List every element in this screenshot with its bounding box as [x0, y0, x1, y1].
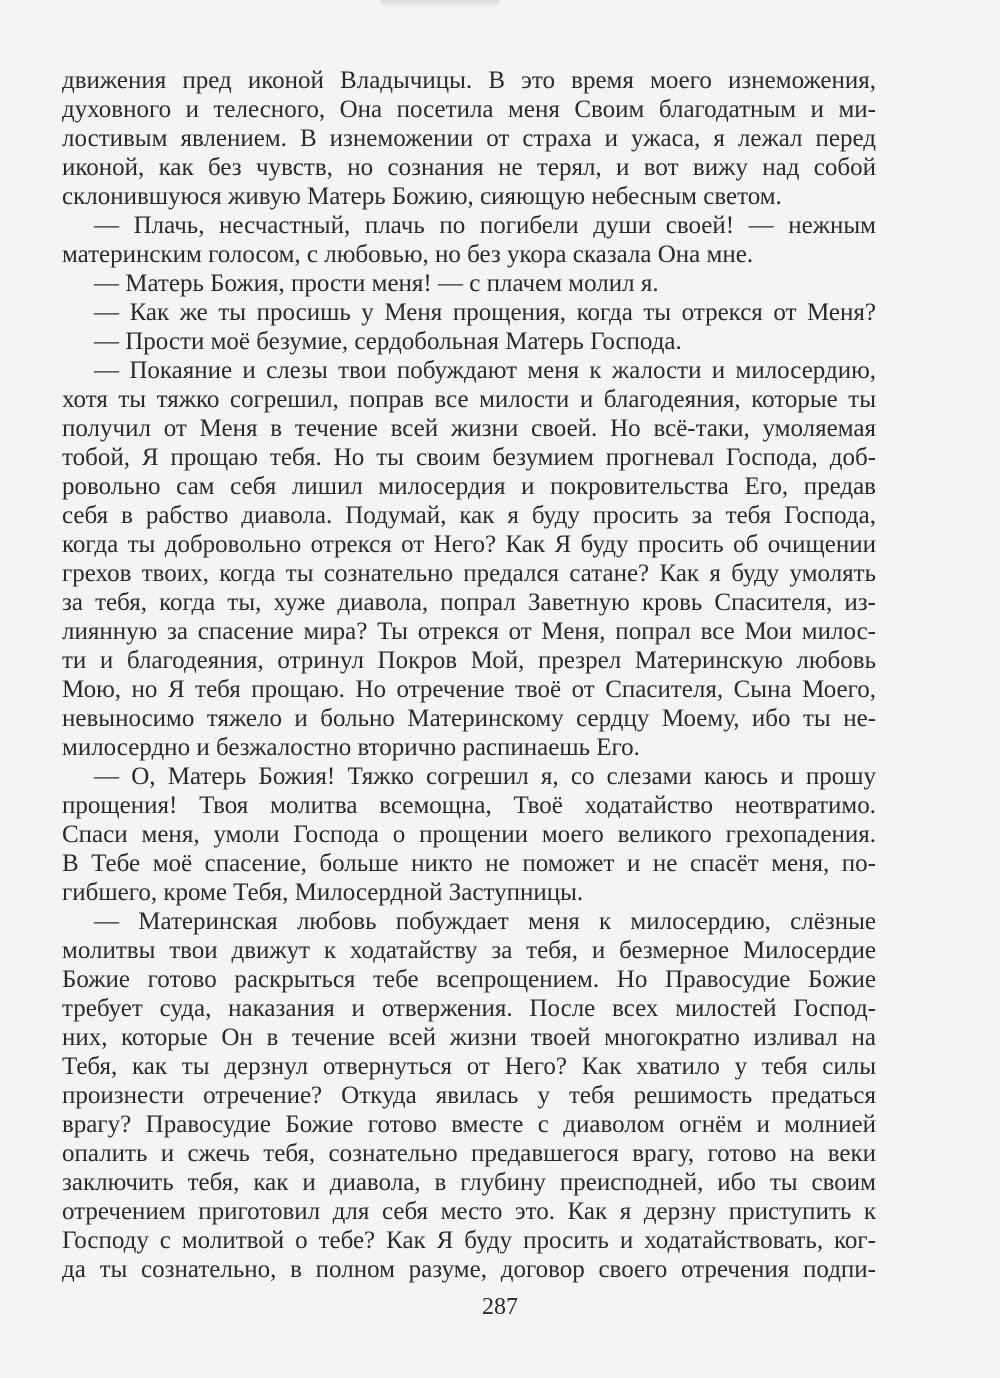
text-line: грехов твоих, когда ты сознательно предался сатане? Как я буду умолять: [62, 560, 876, 587]
text-line: Господу с молитвой о тебе? Как Я буду просить и ходатайствовать, ког-: [62, 1227, 876, 1254]
text-line: молитвы твои движут к ходатайству за тебя, и безмерное Милосердие: [62, 937, 876, 964]
text-line: прощения! Твоя молитва всемощна, Твоё ходатайство неотвратимо.: [62, 792, 876, 819]
text-line: них, которые Он в течение всей жизни твоей многократно изливал на: [62, 1024, 876, 1051]
text-line: — Как же ты просишь у Меня прощения, когда ты отрекся от Меня?: [94, 299, 876, 326]
text-line: произнести отречение? Откуда явилась у тебя решимость предаться: [62, 1082, 876, 1109]
text-line: ровольно сам себя лишил милосердия и покровительства Его, предав: [62, 473, 876, 500]
text-line: требует суда, наказания и отвержения. После всех милостей Господ-: [62, 995, 876, 1022]
text-line: врагу? Правосудие Божие готово вместе с диаволом огнём и молнией: [62, 1111, 876, 1138]
text-line: когда ты добровольно отрекся от Него? Как Я буду просить об очищении: [62, 531, 876, 558]
text-line: да ты сознательно, в полном разуме, договор своего отречения подпи-: [62, 1256, 876, 1283]
text-line: Божие готово раскрыться тебе всепрощением. Но Правосудие Божие: [62, 966, 876, 993]
text-line: лостивым явлением. В изнеможении от страха и ужаса, я лежал перед: [62, 125, 876, 152]
text-line: ти и благодеяния, отринул Покров Мой, презрел Материнскую любовь: [62, 647, 876, 674]
text-line: склонившуюся живую Матерь Божию, сияющую небесным светом.: [62, 183, 782, 210]
text-line: Тебя, как ты дерзнул отвернуться от Него? Как хватило у тебя силы: [62, 1053, 876, 1080]
text-line: Спаси меня, умоли Господа о прощении моего великого грехопадения.: [62, 821, 876, 848]
scan-shadow: [380, 0, 500, 8]
text-line: материнским голосом, с любовью, но без укора сказала Она мне.: [62, 241, 754, 268]
text-line: невыносимо тяжело и больно Материнскому сердцу Моему, ибо ты не-: [62, 705, 876, 732]
text-line: Мою, но Я тебя прощаю. Но отречение твоё от Спасителя, Сына Моего,: [62, 676, 876, 703]
text-line: — О, Матерь Божия! Тяжко согрешил я, со слезами каюсь и прошу: [94, 763, 876, 790]
text-line: лиянную за спасение мира? Ты отрекся от Меня, попрал все Мои милос-: [62, 618, 876, 645]
text-line: за тебя, когда ты, хуже диавола, попрал Заветную кровь Спасителя, из-: [62, 589, 876, 616]
text-line: иконой, как без чувств, но сознания не терял, и вот вижу над собой: [62, 154, 876, 181]
text-line: опалить и сжечь тебя, сознательно предавшегося врагу, готово на веки: [62, 1140, 876, 1167]
page-number: 287: [482, 1294, 518, 1320]
text-line: духовного и телесного, Она посетила меня Своим благодатным и ми-: [62, 96, 876, 123]
text-line: — Покаяние и слезы твои побуждают меня к жалости и милосердию,: [94, 357, 876, 384]
text-line: движения пред иконой Владычицы. В это время моего изнеможения,: [62, 67, 876, 94]
text-line: гибшего, кроме Тебя, Милосердной Заступницы.: [62, 879, 584, 906]
text-line: тобой, Я прощаю тебя. Но ты своим безумием прогневал Господа, доб-: [62, 444, 876, 471]
text-line: себя в рабство диавола. Подумай, как я буду просить за тебя Господа,: [62, 502, 876, 529]
text-line: — Материнская любовь побуждает меня к милосердию, слёзные: [94, 908, 876, 935]
text-line: — Матерь Божия, прости меня! — с плачем молил я.: [94, 270, 659, 297]
body-text: [62, 66, 876, 1284]
text-line: — Плачь, несчастный, плачь по погибели души своей! — нежным: [94, 212, 876, 239]
text-line: хотя ты тяжко согрешил, поправ все милости и благодеяния, которые ты: [62, 386, 876, 413]
text-line: получил от Меня в течение всей жизни своей. Но всё-таки, умоляемая: [62, 415, 876, 442]
text-line: отречением приготовил для себя место это. Как я дерзну приступить к: [62, 1198, 876, 1225]
text-line: милосердно и безжалостно вторично распинаешь Его.: [62, 734, 640, 761]
text-line: В Тебе моё спасение, больше никто не поможет и не спасёт меня, по-: [62, 850, 876, 877]
text-line: — Прости моё безумие, сердобольная Матерь Господа.: [94, 328, 682, 355]
text-line: заключить тебя, как и диавола, в глубину преисподней, ибо ты своим: [62, 1169, 876, 1196]
